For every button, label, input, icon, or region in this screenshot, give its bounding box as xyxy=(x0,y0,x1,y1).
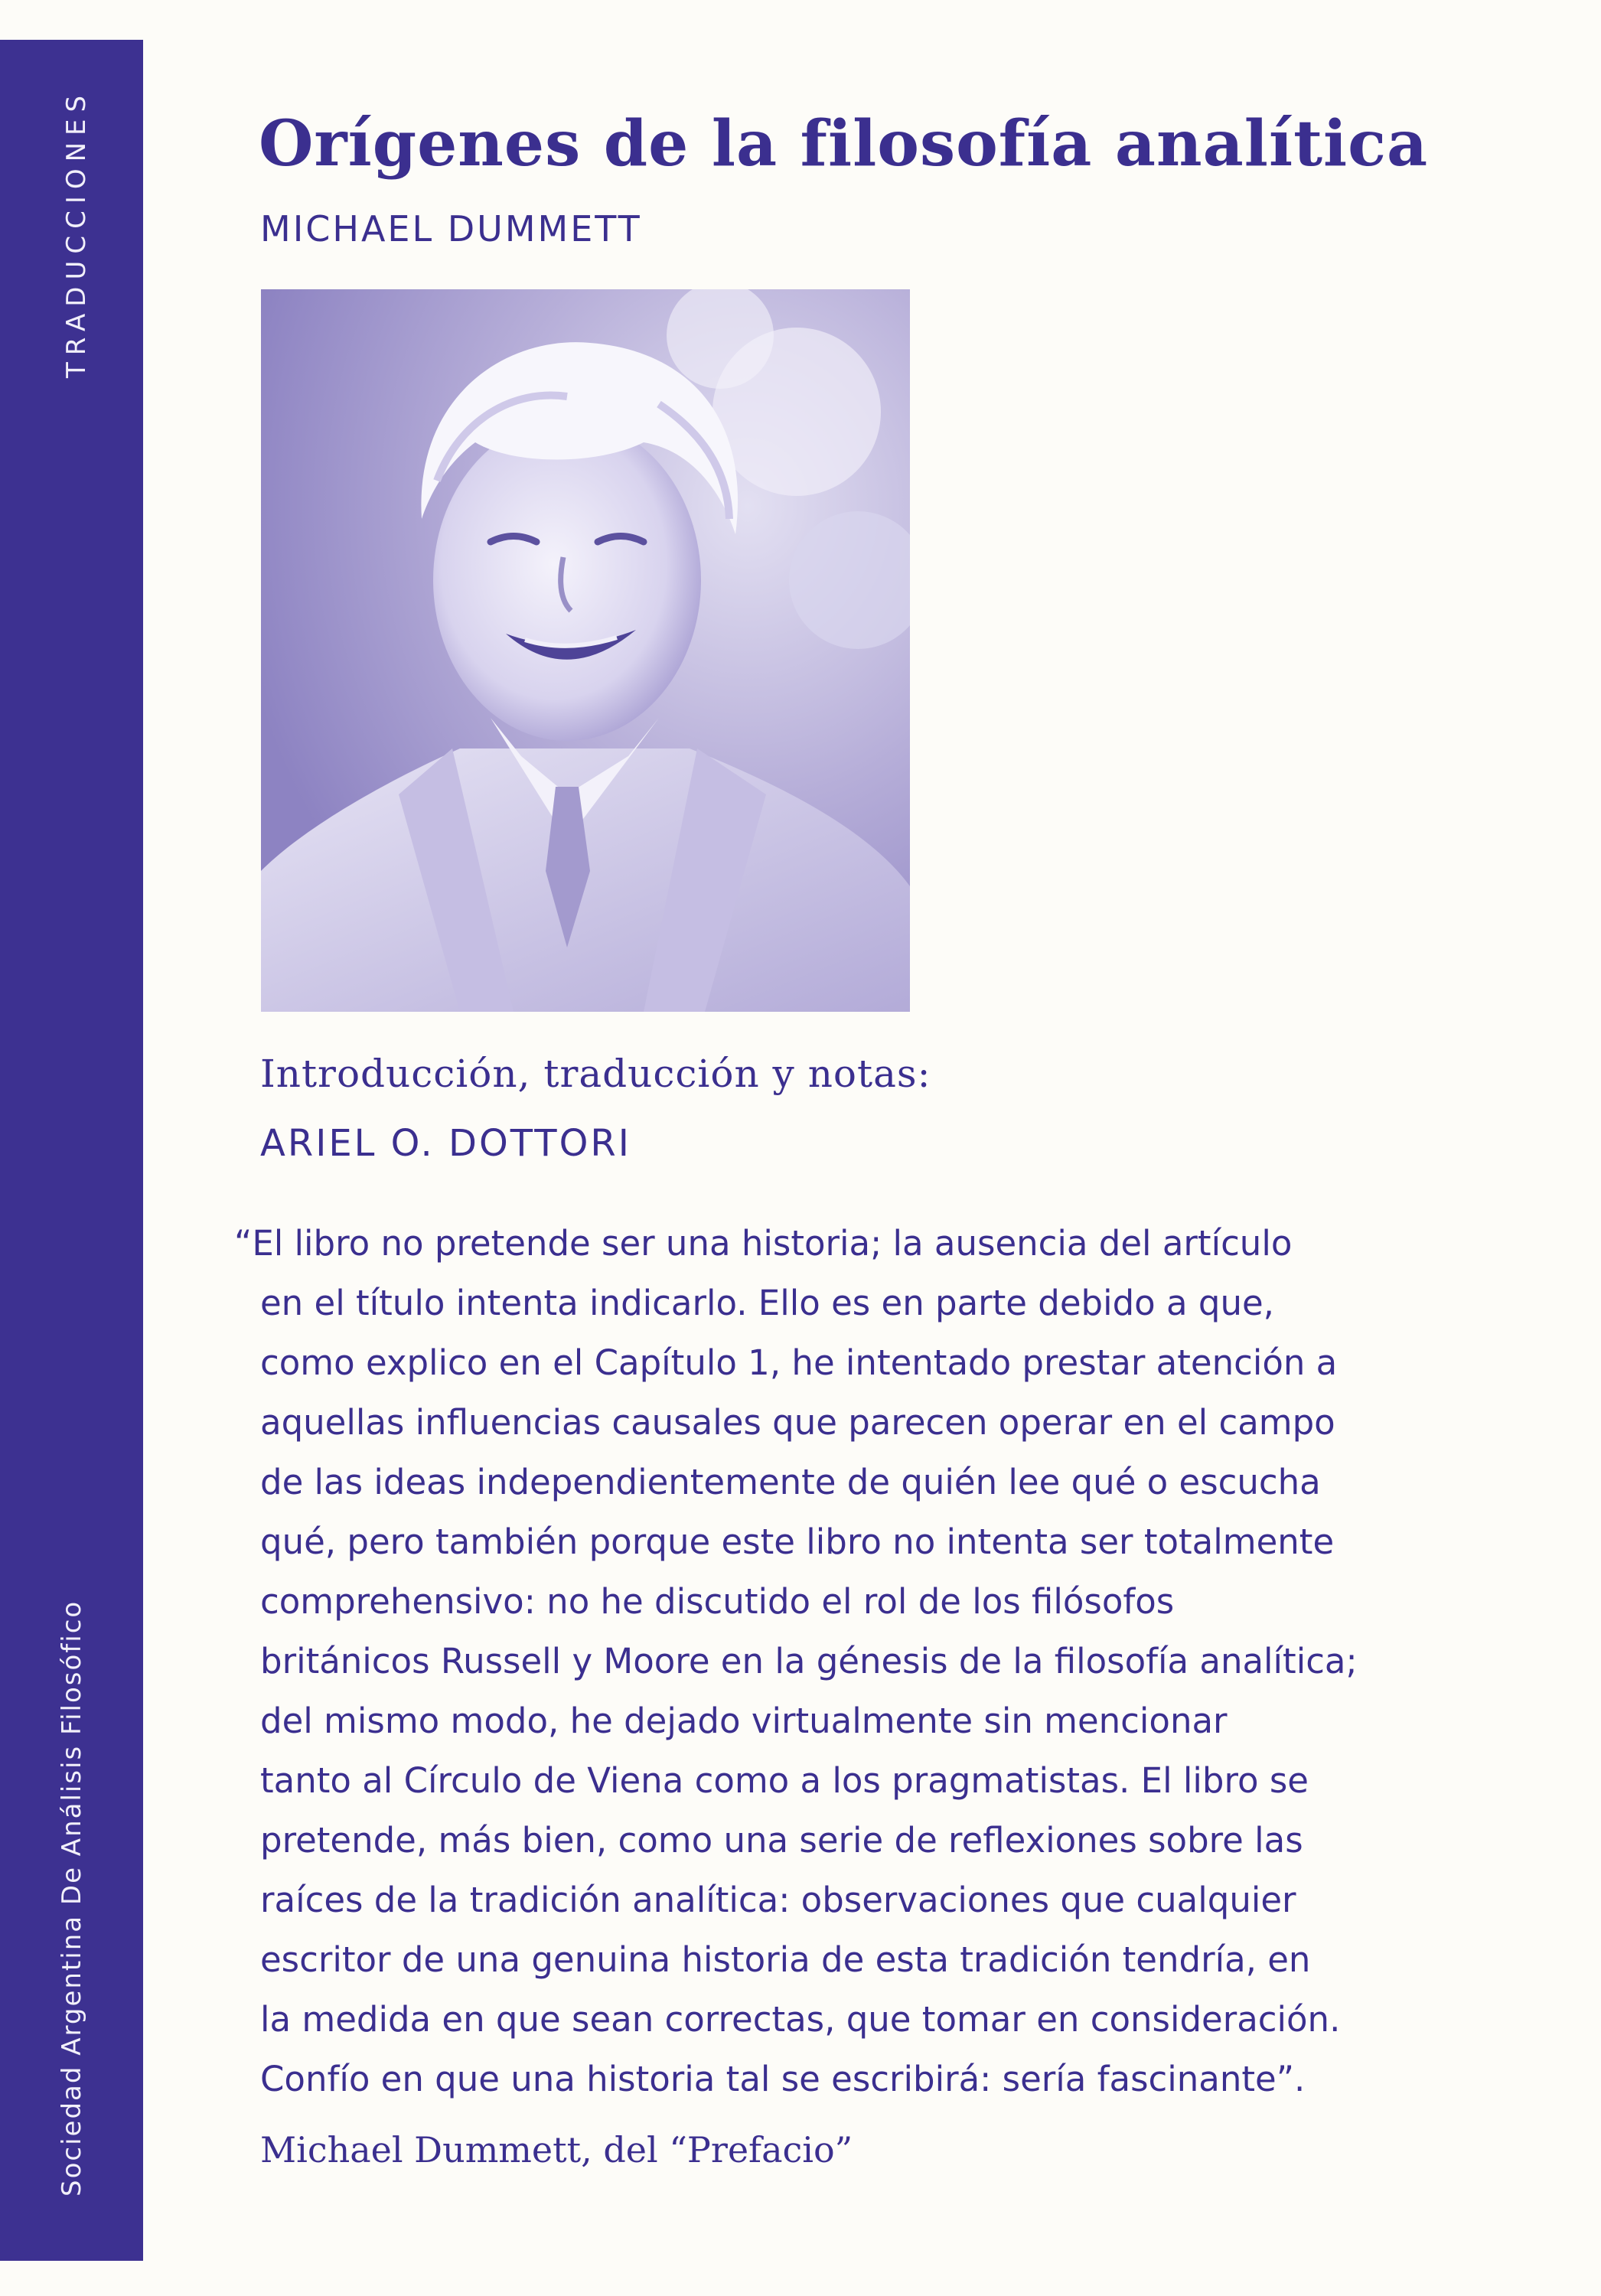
portrait-illustration xyxy=(261,289,910,1012)
quote-line: británicos Russell y Moore en la génesis de la filosofía analítica; xyxy=(260,1641,1358,1681)
quote-line: de las ideas independientemente de quién lee qué o escucha xyxy=(260,1462,1321,1502)
quote-attribution: Michael Dummett, del “Prefacio” xyxy=(260,2129,853,2170)
quote-line: tanto al Círculo de Viena como a los pragmatistas. El libro se xyxy=(260,1760,1309,1801)
quote-line: qué, pero también porque este libro no intenta ser totalmente xyxy=(260,1521,1335,1562)
quote-line: en el título intenta indicarlo. Ello es en parte debido a que, xyxy=(260,1283,1274,1323)
quote-line: Confío en que una historia tal se escribirá: sería fascinante”. xyxy=(260,2059,1306,2099)
spine-publisher-label: Sociedad Argentina De Análisis Filosófico xyxy=(57,1600,87,2197)
book-title: Orígenes de la filosofía analítica xyxy=(259,107,1429,181)
spine-series-label: TRADUCCIONES xyxy=(61,88,92,378)
quote-line: aquellas influencias causales que parecen operar en el campo xyxy=(260,1402,1335,1443)
book-author: MICHAEL DUMMETT xyxy=(260,208,642,249)
quote-line: escritor de una genuina historia de esta tradición tendría, en xyxy=(260,1939,1311,1980)
author-portrait xyxy=(261,289,910,1012)
credits-name: ARIEL O. DOTTORI xyxy=(260,1122,631,1165)
quote-line: la medida en que sean correctas, que tomar en consideración. xyxy=(260,1999,1341,2040)
credits-label: Introducción, traducción y notas: xyxy=(260,1052,931,1096)
quote-line: “El libro no pretende ser una historia; la ausencia del artículo xyxy=(234,1223,1293,1264)
quote-line: raíces de la tradición analítica: observaciones que cualquier xyxy=(260,1880,1296,1920)
back-cover-quote xyxy=(234,1214,1489,2109)
quote-line: del mismo modo, he dejado virtualmente sin mencionar xyxy=(260,1701,1228,1741)
quote-line: comprehensivo: no he discutido el rol de los filósofos xyxy=(260,1581,1175,1622)
quote-line: pretende, más bien, como una serie de reflexiones sobre las xyxy=(260,1820,1303,1861)
quote-line: como explico en el Capítulo 1, he intentado prestar atención a xyxy=(260,1342,1338,1383)
